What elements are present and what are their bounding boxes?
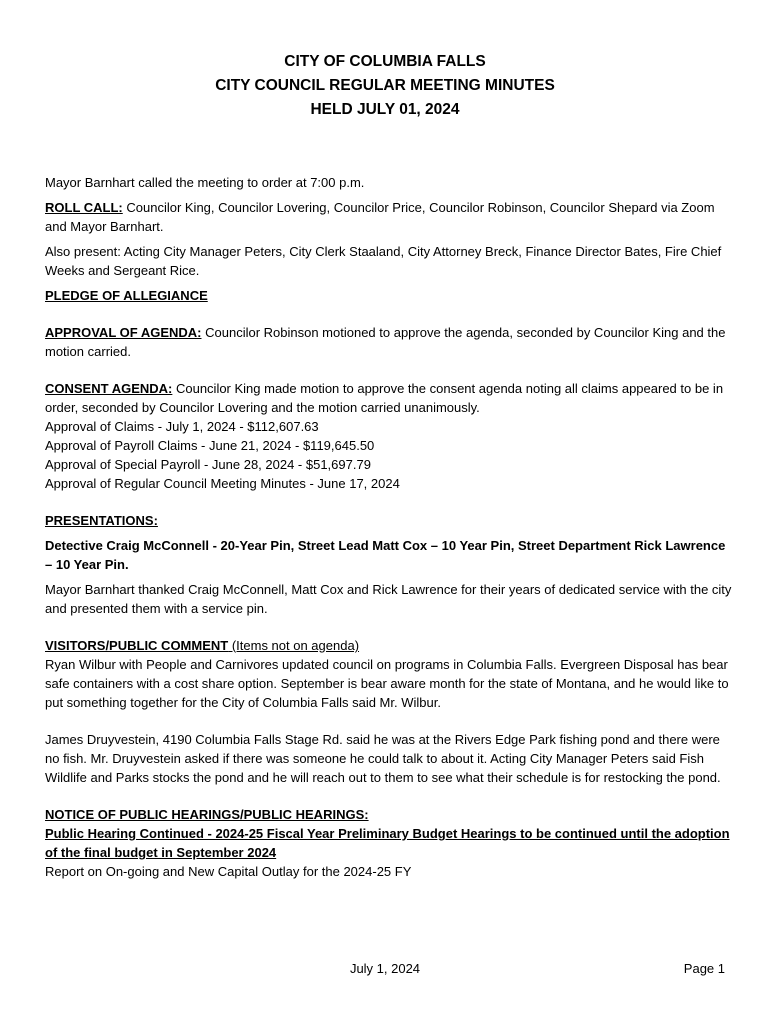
footer-page-number: Page 1	[683, 961, 725, 976]
hearings-text: Report on On-going and New Capital Outlay for the 2024-25 FY	[45, 864, 412, 879]
pledge-heading: PLEDGE OF ALLEGIANCE	[45, 288, 208, 303]
document-header	[0, 50, 770, 122]
presentations-heading: PRESENTATIONS:	[45, 513, 158, 528]
approval-agenda-label: APPROVAL OF AGENDA:	[45, 325, 202, 340]
presentations-title: Detective Craig McConnell - 20-Year Pin, Street Lead Matt Cox – 10 Year Pin, Street Department Rick Lawrence – 10 Year Pin.	[45, 538, 726, 572]
presentations-text: Mayor Barnhart thanked Craig McConnell, Matt Cox and Rick Lawrence for their years of dedicated service with the city and presented them with a service pin.	[45, 582, 732, 616]
consent-item: Approval of Special Payroll - June 28, 2024 - $51,697.79	[45, 457, 371, 472]
footer-date: July 1, 2024	[349, 961, 421, 976]
minutes-body	[45, 173, 735, 881]
consent-item: Approval of Claims - July 1, 2024 - $112,607.63	[45, 419, 319, 434]
consent-agenda-text: Councilor King made motion to approve the consent agenda noting all claims appeared to be in order, seconded by Councilor Lovering and the motion carried unanimously.	[45, 381, 724, 415]
consent-item: Approval of Regular Council Meeting Minutes - June 17, 2024	[45, 476, 400, 491]
consent-agenda-label: CONSENT AGENDA:	[45, 381, 173, 396]
hearings-subtitle: Public Hearing Continued - 2024-25 Fiscal Year Preliminary Budget Hearings to be continued until the adoption of the final budget in September 2024	[45, 826, 730, 860]
call-to-order: Mayor Barnhart called the meeting to order at 7:00 p.m.	[45, 175, 365, 190]
approval-agenda-text: Councilor Robinson motioned to approve the agenda, seconded by Councilor King and the motion carried.	[45, 325, 726, 359]
roll-call	[45, 198, 735, 236]
visitors-heading-line	[45, 636, 735, 655]
header-city: CITY OF COLUMBIA FALLS	[284, 53, 486, 70]
visitors-note: (Items not on agenda)	[228, 638, 360, 653]
header-date: HELD JULY 01, 2024	[310, 101, 460, 118]
visitor-comment: James Druyvestein, 4190 Columbia Falls Stage Rd. said he was at the Rivers Edge Park fishing pond and there were no fish. Mr. Druyvestein asked if there was someone he could talk to about it. Acting City Manager Peters said Fish Wildlife and Parks stocks the pond and he will reach out to them to see what their schedule is for restocking the pond.	[45, 732, 721, 785]
approval-agenda	[45, 323, 735, 361]
header-title: CITY COUNCIL REGULAR MEETING MINUTES	[215, 77, 555, 94]
also-present: Also present: Acting City Manager Peters, City Clerk Staaland, City Attorney Breck, Finance Director Bates, Fire Chief Weeks and Sergeant Rice.	[45, 244, 722, 278]
roll-call-label: ROLL CALL:	[45, 200, 123, 215]
visitor-comment: Ryan Wilbur with People and Carnivores updated council on programs in Columbia Falls. Evergreen Disposal has bear safe containers with a cost share option. September is bear aware month for the state of Montana, and he would like to put something together for the City of Columbia Falls said Mr. Wilbur.	[45, 657, 729, 710]
roll-call-text: Councilor King, Councilor Lovering, Councilor Price, Councilor Robinson, Councilor Shepard via Zoom and Mayor Barnhart.	[45, 200, 715, 234]
hearings-heading: NOTICE OF PUBLIC HEARINGS/PUBLIC HEARINGS:	[45, 807, 369, 822]
consent-item: Approval of Payroll Claims - June 21, 2024 - $119,645.50	[45, 438, 375, 453]
consent-agenda	[45, 379, 735, 417]
visitors-heading: VISITORS/PUBLIC COMMENT	[45, 638, 229, 653]
